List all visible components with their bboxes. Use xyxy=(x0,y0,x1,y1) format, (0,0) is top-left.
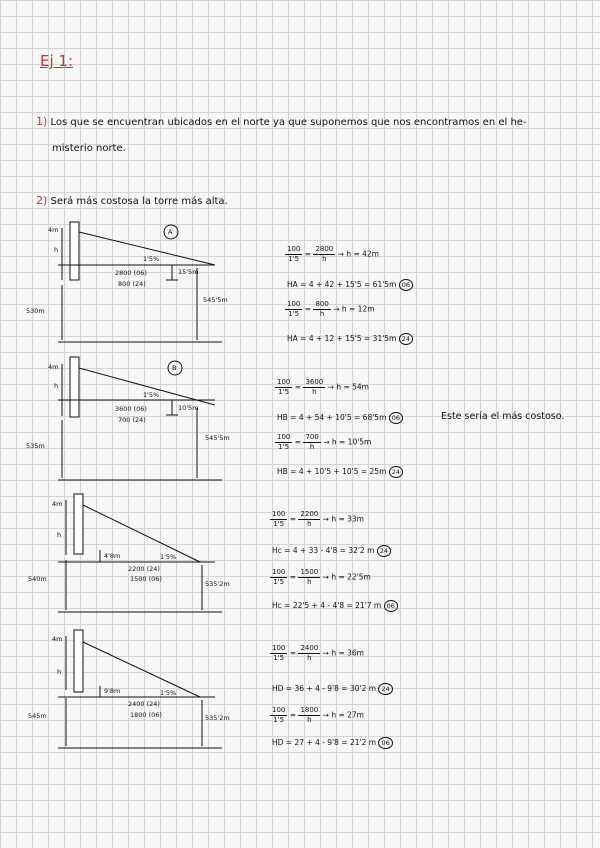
diagram-a-top-label: 4m xyxy=(48,226,59,234)
eq-c-2: Hc = 4 + 33 - 4'8 = 32'2 m 24 xyxy=(272,545,391,557)
diagram-a-slope: 1'5% xyxy=(143,255,160,263)
diagram-b-diff: 10'5m xyxy=(178,404,199,412)
diagram-b-top-label: 4m xyxy=(48,363,59,371)
diagram-a-circle-label: A xyxy=(168,228,173,236)
eq-b-4: HB = 4 + 10'5 + 10'5 = 25m 24 xyxy=(277,466,403,478)
diagram-c-right-label: 535'2m xyxy=(205,580,230,588)
diagram-b-slope: 1'5% xyxy=(143,391,160,399)
page-title: Ej 1: xyxy=(40,52,74,70)
diagram-a-h-label: h xyxy=(54,246,59,254)
diagram-b-dist: 3600 (06) xyxy=(115,405,147,413)
diagram-b-right-label: 545'5m xyxy=(205,434,230,442)
diagram-c-h-label: h xyxy=(57,531,62,539)
diagram-c-dist2: 1500 (06) xyxy=(130,575,162,583)
eq-a-2: HA = 4 + 42 + 15'5 = 61'5m 06 xyxy=(287,279,413,291)
diagram-a-dist: 2800 (06) xyxy=(115,269,147,277)
diagram-d-right-label: 535'2m xyxy=(205,714,230,722)
diagram-d-top-label: 4m xyxy=(52,635,63,643)
eq-b-1: $\frac{100}{1'5}$ = $\frac{3600}{h}$ → h = 54m xyxy=(277,378,369,396)
answer-2-number: 2) xyxy=(36,194,48,207)
diagram-a-base-label: 530m xyxy=(26,307,45,315)
diagram-a-right-label: 545'5m xyxy=(203,296,228,304)
eq-d-4: HD = 27 + 4 - 9'8 = 21'2 m 06 xyxy=(272,737,393,749)
diagram-a-dist2: 800 (24) xyxy=(118,280,146,288)
eq-b-note: Este sería el más costoso. xyxy=(441,411,565,422)
diagram-b-base-label: 535m xyxy=(26,442,45,450)
diagram-d-diff: 9'8m xyxy=(104,687,121,695)
answer-1-line2: misterio norte. xyxy=(52,143,126,154)
diagram-d-drawing xyxy=(58,630,222,748)
diagram-d-slope: 1'5% xyxy=(160,689,177,697)
eq-d-1: $\frac{100}{1'5}$ = $\frac{2400}{h}$ → h = 36m xyxy=(272,644,364,662)
diagram-b-circle-label: B xyxy=(172,364,177,372)
eq-b-3: $\frac{100}{1'5}$ = $\frac{700}{h}$ → h = 10'5m xyxy=(277,433,372,451)
diagram-d-base-label: 545m xyxy=(28,712,47,720)
diagram-c-diff: 4'8m xyxy=(104,552,121,560)
diagram-c-slope: 1'5% xyxy=(160,553,177,561)
eq-d-3: $\frac{100}{1'5}$ = $\frac{1800}{h}$ → h = 27m xyxy=(272,706,364,724)
diagram-d-h-label: h xyxy=(57,668,62,676)
diagram-c-top-label: 4m xyxy=(52,500,63,508)
eq-c-3: $\frac{100}{1'5}$ = $\frac{1500}{h}$ → h = 22'5m xyxy=(272,568,371,586)
eq-a-1: $\frac{100}{1'5}$ = $\frac{2800}{h}$ → h = 42m xyxy=(287,245,379,263)
eq-b-2: HB = 4 + 54 + 10'5 = 68'5m 06 xyxy=(277,412,403,424)
diagram-b-dist2: 700 (24) xyxy=(118,416,146,424)
answer-1-line1: Los que se encuentran ubicados en el norte ya que suponemos que nos encontramos en el he- xyxy=(50,117,527,128)
eq-a-4: HA = 4 + 12 + 15'5 = 31'5m 24 xyxy=(287,333,413,345)
diagram-a-diff: 15'5m xyxy=(178,268,199,276)
eq-d-2: HD = 36 + 4 - 9'8 = 30'2 m 24 xyxy=(272,683,393,695)
eq-a-3: $\frac{100}{1'5}$ = $\frac{800}{h}$ → h = 12m xyxy=(287,300,375,318)
diagram-d-dist2: 1800 (06) xyxy=(130,711,162,719)
diagram-c-drawing xyxy=(58,494,222,612)
diagram-b-h-label: h xyxy=(54,382,59,390)
eq-c-4: Hc = 22'5 + 4 - 4'8 = 21'7 m 06 xyxy=(272,600,398,612)
eq-c-1: $\frac{100}{1'5}$ = $\frac{2200}{h}$ → h = 33m xyxy=(272,510,364,528)
diagram-d-dist: 2400 (24) xyxy=(128,700,160,708)
answer-2-text: Será más costosa la torre más alta. xyxy=(50,196,228,207)
diagram-c-base-label: 540m xyxy=(28,575,47,583)
answer-1-number: 1) xyxy=(36,115,48,128)
diagram-c-dist: 2200 (24) xyxy=(128,565,160,573)
